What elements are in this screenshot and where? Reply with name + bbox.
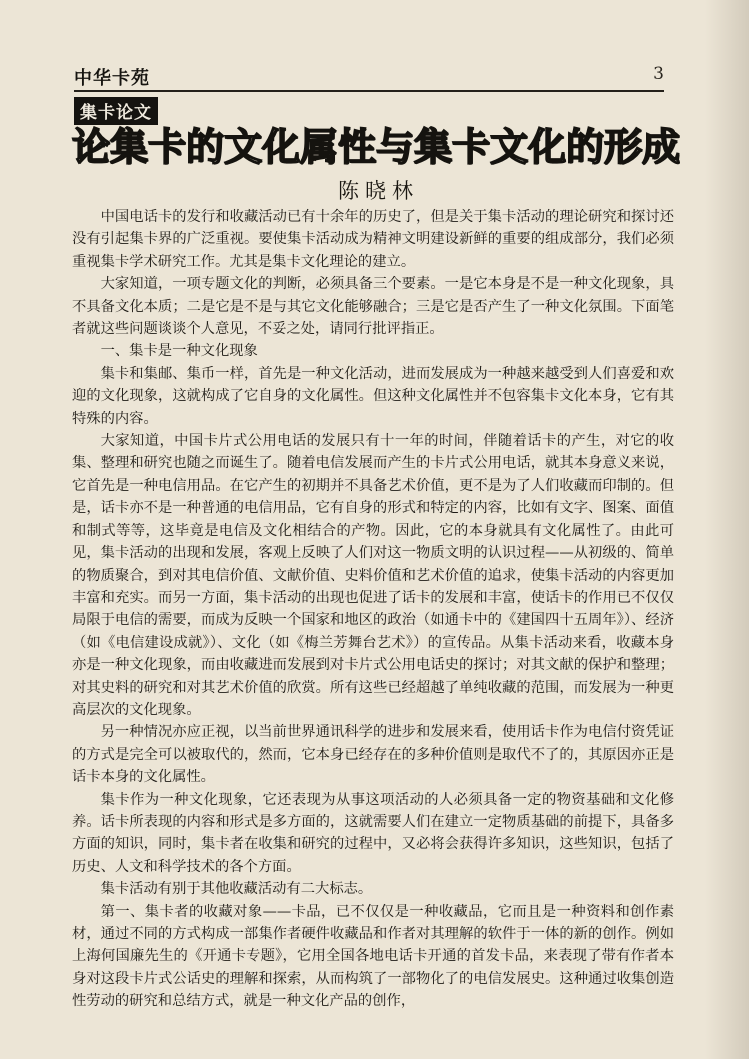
paragraph: 集卡作为一种文化现象，它还表现为从事这项活动的人必须具备一定的物资基础和文化修养。话卡所表现的内容和形式是多方面的，这就需要人们在建立一定物质基础的前提下，具备多方面的知识，同时，集卡者在收集和研究的过程中，又必将会获得许多知识，这些知识，包括了历史、人文和科学技术的各个方面。 [72, 791, 674, 875]
page-edge-shadow [705, 0, 749, 1059]
paragraph: 大家知道，一项专题文化的判断，必须具备三个要素。一是它本身是不是一种文化现象，具不具备文化本质；二是它是不是与其它文化能够融合；三是它是否产生了一种文化氛围。下面笔者就这些问题谈谈个人意见，不妥之处，请同行批评指正。 [72, 276, 674, 338]
column-tag: 集卡论文 [74, 97, 158, 125]
article-title: 论集卡的文化属性与集卡文化的形成 [72, 125, 681, 169]
header-rule [74, 90, 664, 92]
paragraph: 大家知道，中国卡片式公用电话的发展只有十一年的时间，伴随着话卡的产生，对它的收集、整理和研究也随之而诞生了。随着电信发展而产生的卡片式公用电话，就其本身意义来说，它首先是一种电信用品。在它产生的初期并不具备艺术价值，更不是为了人们收藏而印制的。但是，话卡亦不是一种普通的电信用品，它有自身的形式和特定的内容，比如有文字、图案、面值和制式等等，这毕竟是电信及文化相结合的产物。因此，它的本身就具有文化属性了。由此可见，集卡活动的出现和发展，客观上反映了人们对这一物质文明的认识过程——从初级的、简单的物质聚合，到对其电信价值、文献价值、史料价值和艺术价值的追求，使集卡活动的内容更加丰富和充实。而另一方面，集卡活动的出现也促进了话卡的发展和丰富，使话卡的作用已不仅仅局限于电信的需要，而成为反映一个国家和地区的政治（如通卡中的《建国四十五周年》）、经济（如《电信建设成就》）、文化（如《梅兰芳舞台艺术》）的宣传品。从集卡活动来看，收藏本身亦是一种文化现象，而由收藏进而发展到对卡片式公用电话史的探讨；对其文献的保护和整理；对其史料的研究和对其艺术价值的欣赏。所有这些已经超越了单纯收藏的范围，而发展为一种更高层次的文化现象。 [72, 433, 674, 718]
running-head [74, 62, 664, 88]
journal-name: 中华卡苑 [74, 68, 150, 89]
author-name: 陈晓林 [338, 179, 419, 203]
article-body [72, 206, 674, 1013]
paragraph: 第一、集卡者的收藏对象——卡品，已不仅仅是一种收藏品，它而且是一种资料和创作素材，通过不同的方式构成一部集作者硬件收藏品和作者对其理解的软件于一体的新的创作。例如上海何国廉先生的《开通卡专题》，它用全国各地电话卡开通的首发卡品，来表现了带有作者本身对这段卡片式公话史的理解和探索，从而构筑了一部物化了的电信发展史。这种通过收集创造性劳动的研究和总结方式，就是一种文化产品的创作， [72, 903, 674, 1010]
paragraph: 集卡活动有别于其他收藏活动有二大标志。 [100, 881, 373, 898]
paragraph: 集卡和集邮、集币一样，首先是一种文化活动，进而发展成为一种越来越受到人们喜爱和欢迎的文化现象，这就构成了它自身的文化属性。但这种文化属性并不包容集卡文化本身，它有其特殊的内容。 [72, 365, 674, 427]
page-number: 3 [653, 64, 664, 84]
paragraph: 中国电话卡的发行和收藏活动已有十余年的历史了，但是关于集卡活动的理论研究和探讨还没有引起集卡界的广泛重视。要使集卡活动成为精神文明建设新鲜的重要的组成部分，我们必须重视集卡学术研究工作。尤其是集卡文化理论的建立。 [72, 209, 674, 270]
paragraph: 另一种情况亦应正视，以当前世界通讯科学的进步和发展来看，使用话卡作为电信付资凭证的方式是完全可以被取代的，然而，它本身已经存在的多种价值则是取代不了的，其原因亦正是话卡本身的文化属性。 [72, 724, 674, 786]
section-heading: 一、集卡是一种文化现象 [100, 343, 258, 360]
